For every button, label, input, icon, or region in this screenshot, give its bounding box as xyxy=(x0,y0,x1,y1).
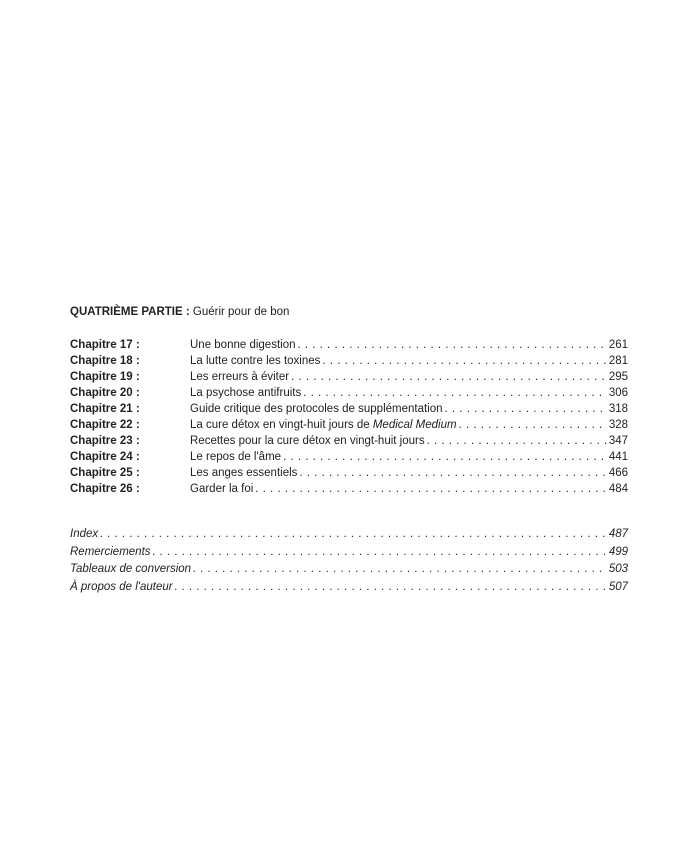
chapter-number: Chapitre 20 : xyxy=(70,387,140,399)
chapter-title-text: La lutte contre les toxines xyxy=(190,355,321,367)
page-number: 306 xyxy=(608,387,628,399)
toc-entry[interactable] xyxy=(70,544,628,562)
toc-entry[interactable] xyxy=(70,337,628,353)
entry-title: À propos de l'auteur xyxy=(70,581,173,594)
toc-entry[interactable] xyxy=(70,561,628,579)
chapter-title-text: Guide critique des protocoles de supplémentation xyxy=(190,403,443,415)
page-number: 328 xyxy=(608,419,628,431)
dot-leader xyxy=(459,417,607,433)
chapter-number: Chapitre 23 : xyxy=(70,435,140,447)
page-number: 487 xyxy=(608,528,628,540)
part-label: QUATRIÈME PARTIE : xyxy=(70,306,190,318)
chapter-title xyxy=(190,385,301,401)
page-number: 503 xyxy=(608,563,628,576)
toc-entry[interactable] xyxy=(70,433,628,449)
toc-entry[interactable] xyxy=(70,417,628,433)
dot-leader xyxy=(427,433,607,449)
toc-entry[interactable] xyxy=(70,369,628,385)
page-number: 466 xyxy=(608,467,628,479)
chapter-title-text: Recettes pour la cure détox en vingt-huit jours xyxy=(190,435,425,447)
chapter-title-text: Une bonne digestion xyxy=(190,339,296,351)
toc-entry[interactable] xyxy=(70,401,628,417)
dot-leader xyxy=(291,369,607,385)
page-number: 295 xyxy=(608,371,628,383)
page-number: 499 xyxy=(608,545,628,558)
chapter-number: Chapitre 21 : xyxy=(70,403,140,415)
toc-entry[interactable] xyxy=(70,526,628,544)
chapter-number: Chapitre 18 : xyxy=(70,355,140,367)
chapter-title-text: Le repos de l'âme xyxy=(190,451,282,463)
page-number: 441 xyxy=(608,451,628,463)
part-heading xyxy=(70,306,289,318)
chapter-title-text: La cure détox en vingt-huit jours de xyxy=(190,419,373,431)
toc-entry[interactable] xyxy=(70,465,628,481)
page-number: 507 xyxy=(608,581,628,594)
chapter-title xyxy=(190,369,289,385)
dot-leader xyxy=(322,353,606,369)
entry-title: Index xyxy=(70,528,99,540)
page-number: 281 xyxy=(608,355,628,367)
entry-title: Remerciements xyxy=(70,545,151,558)
chapter-title-text: Garder la foi xyxy=(190,483,254,495)
dot-leader xyxy=(283,449,607,465)
entry-title: Tableaux de conversion xyxy=(70,563,192,576)
chapter-title xyxy=(190,337,296,353)
chapter-number: Chapitre 25 : xyxy=(70,467,140,479)
toc-entry[interactable] xyxy=(70,449,628,465)
part-title: Guérir pour de bon xyxy=(192,306,290,318)
chapter-title-text: La psychose antifruits xyxy=(190,387,302,399)
chapter-list xyxy=(70,337,628,497)
chapter-title-text: Les anges essentiels xyxy=(190,467,298,479)
chapter-title xyxy=(190,417,457,433)
chapter-title xyxy=(190,433,425,449)
chapter-title xyxy=(190,353,320,369)
toc-entry[interactable] xyxy=(70,385,628,401)
toc-entry[interactable] xyxy=(70,481,628,497)
chapter-title-italic: Medical Medium xyxy=(372,419,457,431)
chapter-number: Chapitre 26 : xyxy=(70,483,140,495)
toc-entry[interactable] xyxy=(70,579,628,597)
chapter-number: Chapitre 19 : xyxy=(70,371,140,383)
dot-leader xyxy=(193,561,607,579)
chapter-title-text: Les erreurs à éviter xyxy=(190,371,290,383)
chapter-title xyxy=(190,481,253,497)
chapter-number: Chapitre 24 : xyxy=(70,451,140,463)
dot-leader xyxy=(298,337,607,353)
dot-leader xyxy=(303,385,607,401)
dot-leader xyxy=(299,465,606,481)
page-number: 261 xyxy=(608,339,628,351)
dot-leader xyxy=(100,526,607,544)
dot-leader xyxy=(445,401,607,417)
toc-entry[interactable] xyxy=(70,353,628,369)
back-matter-list xyxy=(70,526,628,597)
page-number: 347 xyxy=(608,435,628,447)
chapter-title xyxy=(190,465,297,481)
chapter-title xyxy=(190,401,443,417)
dot-leader xyxy=(255,481,607,497)
page-number: 318 xyxy=(608,403,628,415)
dot-leader xyxy=(153,544,607,562)
chapter-number: Chapitre 17 : xyxy=(70,339,140,351)
chapter-title xyxy=(190,449,281,465)
chapter-number: Chapitre 22 : xyxy=(70,419,140,431)
dot-leader xyxy=(175,579,607,597)
page-number: 484 xyxy=(608,483,628,495)
